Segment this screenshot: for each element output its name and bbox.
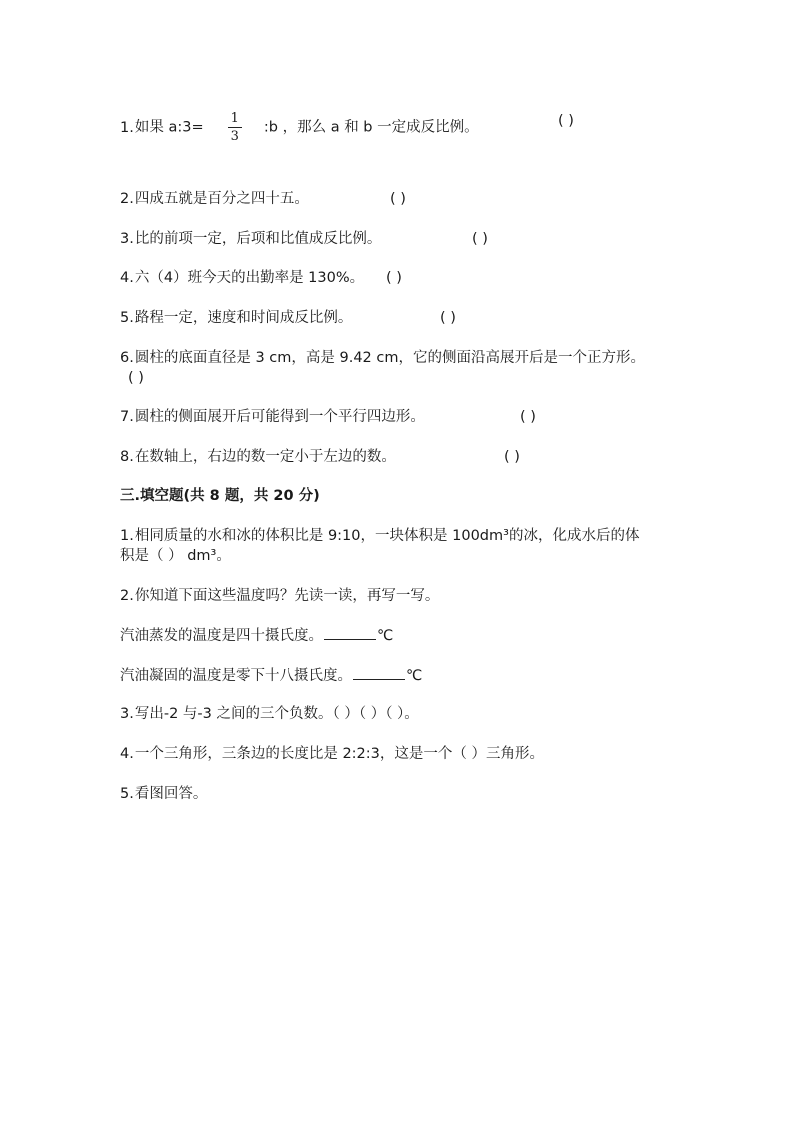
- question-number: 4.: [120, 746, 134, 762]
- question-text: 四成五就是百分之四十五。: [134, 191, 309, 207]
- question-number: 7.: [120, 409, 134, 425]
- question-text: 一个三角形，三条边的长度比是 2:2:3，这是一个（ ）三角形。: [134, 746, 545, 762]
- judgment-question-5: [120, 308, 352, 328]
- answer-blank-freezing[interactable]: [353, 665, 405, 680]
- answer-paren-2[interactable]: ( ): [390, 191, 406, 207]
- question-text: 写出-2 与-3 之间的三个负数。（ ）（ ）（ ）。: [134, 706, 419, 722]
- answer-paren-8[interactable]: ( ): [504, 449, 520, 465]
- question-text: 比的前项一定，后项和比值成反比例。: [134, 231, 382, 247]
- fill-question-5: [120, 784, 207, 804]
- answer-paren-7[interactable]: ( ): [520, 409, 536, 425]
- answer-paren-6[interactable]: ( ): [128, 370, 144, 386]
- question-text: 相同质量的水和冰的体积比是 9:10，一块体积是 100dm³的冰，化成水后的体: [134, 528, 640, 544]
- question-number: 6.: [120, 350, 134, 366]
- fill-question-2a: [120, 625, 393, 646]
- answer-paren-1[interactable]: ( ): [558, 113, 574, 129]
- question-number: 1.: [120, 119, 134, 136]
- judgment-question-4: [120, 268, 364, 288]
- question-number: 1.: [120, 528, 134, 544]
- question-number: 4.: [120, 270, 134, 286]
- celsius-unit: ℃: [406, 668, 423, 684]
- celsius-unit: ℃: [377, 628, 394, 644]
- fraction-one-third: [228, 111, 242, 144]
- fill-question-4: [120, 744, 544, 764]
- question-text: 圆柱的侧面展开后可能得到一个平行四边形。: [134, 409, 425, 425]
- question-text: 汽油凝固的温度是零下十八摄氏度。: [120, 668, 352, 684]
- question-text: 你知道下面这些温度吗？先读一读，再写一写。: [134, 588, 440, 604]
- judgment-question-3: [120, 229, 381, 249]
- fill-question-1-line-2: 积是（ ） dm³。: [120, 548, 231, 564]
- question-number: 2.: [120, 191, 134, 207]
- question-text-pre: 如果 a:3=: [134, 119, 204, 136]
- fill-question-1-line-1: [120, 526, 639, 546]
- answer-blank-evaporation[interactable]: [324, 625, 376, 640]
- answer-paren-3[interactable]: ( ): [472, 231, 488, 247]
- fraction-denominator: 3: [230, 129, 239, 144]
- judgment-question-6: [120, 348, 645, 368]
- question-number: 5.: [120, 786, 134, 802]
- fill-question-2: [120, 586, 439, 606]
- question-text: 六（4）班今天的出勤率是 130%。: [134, 270, 365, 286]
- question-text-post: :b ，那么 a 和 b 一定成反比例。: [263, 119, 479, 136]
- question-number: 2.: [120, 588, 134, 604]
- answer-paren-5[interactable]: ( ): [440, 310, 456, 326]
- judgment-question-1: [120, 111, 479, 144]
- section-heading-fill-in: 三.填空题(共 8 题，共 20 分): [120, 488, 320, 504]
- fraction-bar: [228, 127, 242, 128]
- question-number: 3.: [120, 231, 134, 247]
- question-number: 5.: [120, 310, 134, 326]
- answer-paren-4[interactable]: ( ): [386, 270, 402, 286]
- fraction-numerator: 1: [230, 111, 239, 126]
- question-text: 汽油蒸发的温度是四十摄氏度。: [120, 628, 323, 644]
- judgment-question-8: [120, 447, 396, 467]
- question-text: 看图回答。: [134, 786, 208, 802]
- fill-question-3: [120, 704, 419, 724]
- question-text: 路程一定，速度和时间成反比例。: [134, 310, 353, 326]
- question-number: 8.: [120, 449, 134, 465]
- question-text: 圆柱的底面直径是 3 cm，高是 9.42 cm，它的侧面沿高展开后是一个正方形。: [134, 350, 645, 366]
- question-number: 3.: [120, 706, 134, 722]
- judgment-question-2: [120, 189, 309, 209]
- judgment-question-7: [120, 407, 425, 427]
- fill-question-2b: [120, 665, 422, 686]
- question-text: 在数轴上，右边的数一定小于左边的数。: [134, 449, 396, 465]
